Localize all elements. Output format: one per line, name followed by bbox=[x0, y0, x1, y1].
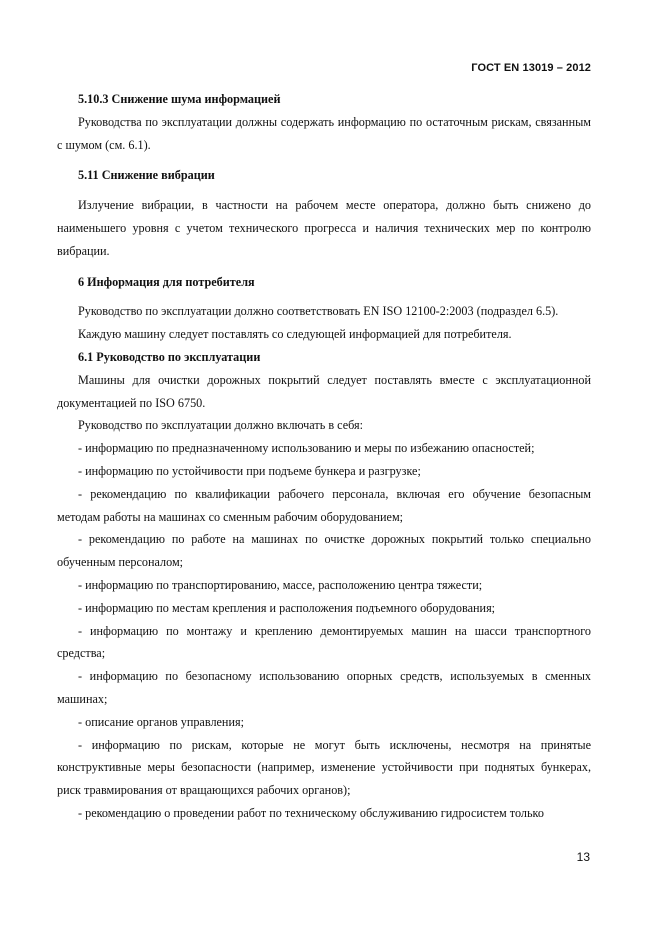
section-paragraph: Машины для очистки дорожных покрытий следует поставлять вместе с эксплуатационной документацией по ISO 6750. bbox=[57, 372, 591, 410]
section-heading-6-1: 6.1 Руководство по эксплуатации bbox=[78, 349, 261, 364]
list-item: - информацию по местам крепления и расположения подъемного оборудования; bbox=[78, 600, 496, 615]
list-item: - информацию по транспортированию, массе, расположению центра тяжести; bbox=[78, 577, 483, 592]
list-item: - информацию по монтажу и креплению демонтируемых машин на шасси транспортного средства; bbox=[57, 623, 591, 661]
list-item: - информацию по рискам, которые не могут быть исключены, несмотря на принятые конструктивные меры безопасности (например, изменение устойчивости при поднятых бункерах, риск травмирования от вращающихся рабочих органов); bbox=[57, 737, 591, 798]
section-heading-5-11: 5.11 Снижение вибрации bbox=[78, 168, 215, 183]
requirements-list bbox=[57, 437, 591, 825]
document-standard-id: ГОСТ EN 13019 – 2012 bbox=[471, 62, 591, 74]
section-paragraph: Руководство по эксплуатации должно включать в себя: bbox=[78, 418, 363, 433]
section-paragraph: Руководство по эксплуатации должно соответствовать EN ISO 12100-2:2003 (подраздел 6.5). bbox=[78, 304, 559, 319]
section-paragraph: Каждую машину следует поставлять со следующей информацией для потребителя. bbox=[78, 327, 512, 342]
list-item: - описание органов управления; bbox=[78, 714, 244, 729]
list-item: - рекомендацию по квалификации рабочего персонала, включая его обучение безопасным методам работы на машинах со сменным рабочим оборудованием; bbox=[57, 486, 591, 524]
list-item: - информацию по безопасному использованию опорных средств, используемых в сменных машинах; bbox=[57, 669, 591, 706]
section-paragraph: Излучение вибрации, в частности на рабочем месте оператора, должно быть снижено до наименьшего уровня с учетом технического прогресса и наличия технических мер по контролю вибрации. bbox=[57, 198, 591, 258]
list-item: - информацию по устойчивости при подъеме бункера и разгрузке; bbox=[78, 463, 421, 478]
list-item: - рекомендацию по работе на машинах по очистке дорожных покрытий только специально обученным персоналом; bbox=[57, 532, 591, 570]
document-body bbox=[57, 88, 591, 825]
list-item: - рекомендацию о проведении работ по техническому обслуживанию гидросистем только bbox=[78, 805, 544, 820]
page-number: 13 bbox=[576, 850, 590, 864]
list-item: - информацию по предназначенному использованию и меры по избежанию опасностей; bbox=[78, 441, 535, 456]
section-heading-5-10-3: 5.10.3 Снижение шума информацией bbox=[78, 92, 281, 106]
section-heading-6: 6 Информация для потребителя bbox=[78, 274, 255, 289]
section-paragraph: Руководства по эксплуатации должны содержать информацию по остаточным рискам, связанным с шумом (см. 6.1). bbox=[57, 114, 591, 152]
